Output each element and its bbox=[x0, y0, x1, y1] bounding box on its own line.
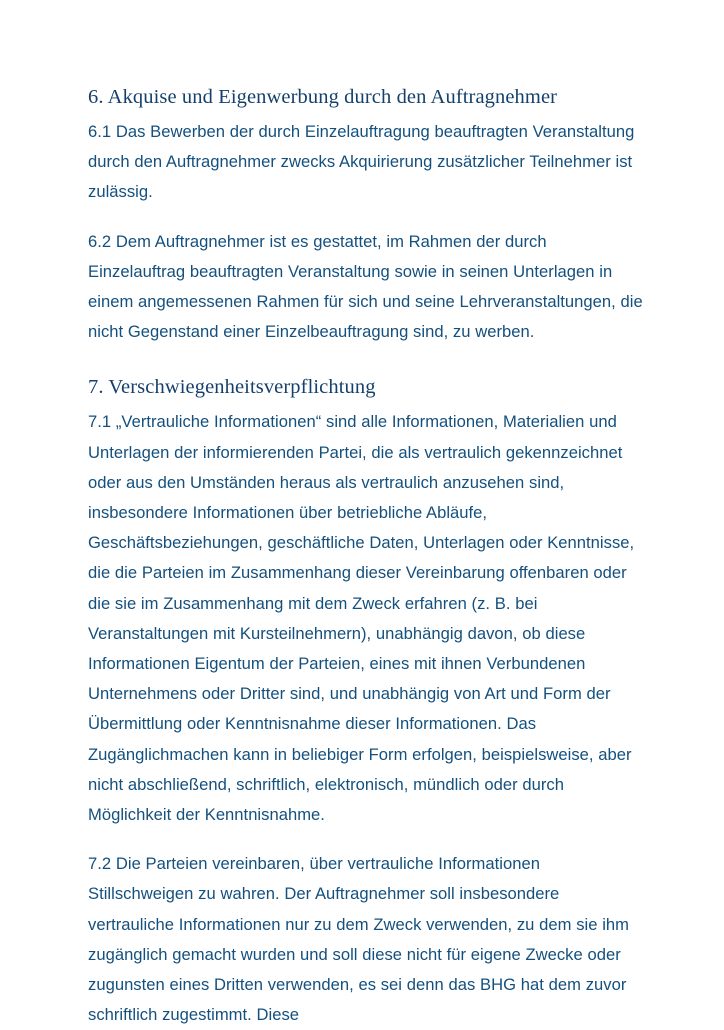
document-content bbox=[88, 84, 648, 1030]
section-heading-6: 6. Akquise und Eigenwerbung durch den Auftragnehmer bbox=[88, 86, 558, 108]
clause-6-1-paragraph: 6.1 Das Bewerben der durch Einzelauftragung beauftragten Veranstaltung durch den Auftragnehmer zwecks Akquirierung zusätzlicher Teilnehmer ist zulässig. bbox=[88, 122, 635, 202]
clause-7-2-paragraph: 7.2 Die Parteien vereinbaren, über vertrauliche Informationen Stillschweigen zu wahren. Der Auftragnehmer soll insbesondere vertrauliche Informationen nur zu dem Zweck verwenden, zu dem sie ihm zugänglich gemacht wurden und soll diese nicht für eigene Zwecke oder zugunsten eines Dritten verwenden, es sei denn das BHG hat dem zuvor schriftlich zugestimmt. Diese bbox=[88, 854, 629, 1025]
clause-7-1-paragraph: 7.1 „Vertrauliche Informationen“ sind alle Informationen, Materialien und Unterlagen der informierenden Partei, die als vertraulich gekennzeichnet oder aus den Umständen heraus als vertraulich anzusehen sind, insbesondere Informationen über betriebliche Abläufe, Geschäftsbeziehungen, geschäftliche Daten, Unterlagen oder Kenntnisse, die die Parteien im Zusammenhang dieser Vereinbarung offenbaren oder die sie im Zusammenhang mit dem Zweck erfahren (z. B. bei Veranstaltungen mit Kursteilnehmern), unabhängig davon, ob diese Informationen Eigentum der Parteien, eines mit ihnen Verbundenen Unternehmens oder Dritter sind, und unabhängig von Art und Form der Übermittlung oder Kenntnisnahme dieser Informationen. Das Zugänglichmachen kann in beliebiger Form erfolgen, beispielsweise, aber nicht abschließend, schriftlich, elektronisch, mündlich oder durch Möglichkeit der Kenntnisnahme. bbox=[88, 412, 635, 825]
section-heading-7: 7. Verschwiegenheitsverpflichtung bbox=[88, 376, 376, 399]
clause-6-2-paragraph: 6.2 Dem Auftragnehmer ist es gestattet, im Rahmen der durch Einzelauftrag beauftragten Veranstaltung sowie in seinen Unterlagen in einem angemessenen Rahmen für sich und seine Lehrveranstaltungen, die nicht Gegenstand einer Einzelbeauftragung sind, zu werben. bbox=[88, 231, 643, 342]
